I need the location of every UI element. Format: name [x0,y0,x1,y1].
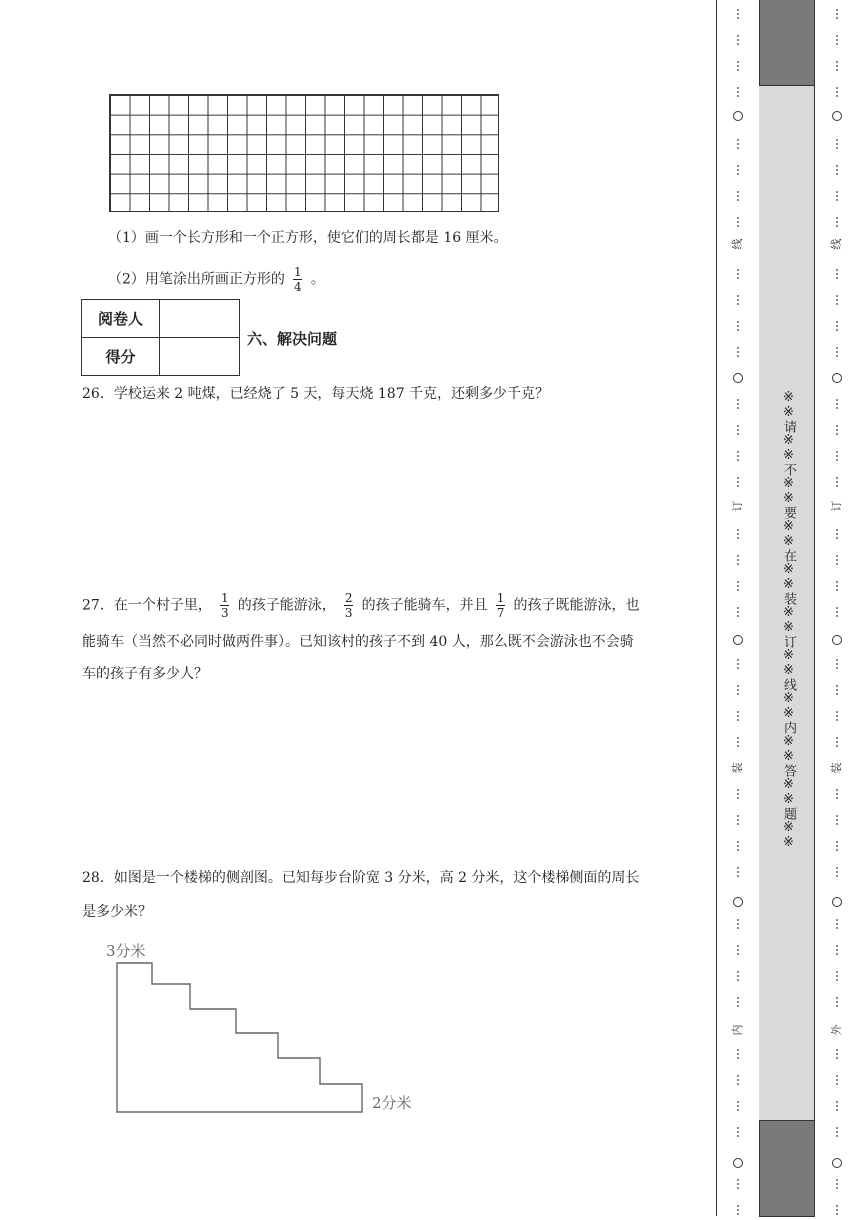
binding-dot [737,711,739,713]
binding-dot [737,9,739,11]
binding-dot [836,17,838,19]
q25-sub2-suffix: 。 [310,271,325,288]
q27-line3: 车的孩子有多少人？ [82,666,208,682]
binding-dot [836,1213,838,1215]
binding-dot [836,949,838,951]
binding-dot [737,927,739,929]
binding-dark-block-top [759,0,815,86]
binding-inner-mark-3: 内 [731,1024,744,1036]
binding-circle [833,1159,842,1168]
binding-outer-mark-2: 装 [830,762,843,774]
binding-dot [737,425,739,427]
binding-dot [836,1079,838,1081]
binding-dot [836,1179,838,1181]
q28-line1: 28．如图是一个楼梯的侧剖图。已知每步台阶宽 3 分米，高 2 分米，这个楼梯侧面的周长 [82,870,640,886]
binding-circle [833,374,842,383]
binding-dot [737,35,739,37]
binding-dot [836,459,838,461]
binding-dot [836,9,838,11]
binding-dot [836,321,838,323]
binding-dot [836,299,838,301]
binding-dot [836,195,838,197]
binding-dot [737,1105,739,1107]
binding-dot [737,147,739,149]
binding-dot [737,819,739,821]
binding-dot [737,559,739,561]
binding-dot [836,927,838,929]
binding-outer-mark-1: 订 [830,500,843,512]
binding-dot [737,1183,739,1185]
binding-dot [737,737,739,739]
binding-dot [836,1183,838,1185]
binding-dot [836,689,838,691]
binding-circle [833,636,842,645]
binding-dot [737,823,739,825]
binding-dot [836,585,838,587]
binding-notice-text: ※※请※※不※※要※※在※※装※※订※※线※※内※※答※※题※※ [781,390,796,850]
binding-dot [836,1109,838,1111]
binding-dot [737,533,739,535]
binding-dot [836,1127,838,1129]
binding-dot [836,95,838,97]
frac-den: 7 [496,606,505,620]
binding-dot [737,173,739,175]
binding-dot [737,65,739,67]
binding-dot [836,351,838,353]
binding-dot [737,949,739,951]
binding-dot [737,741,739,743]
binding-dot [836,1001,838,1003]
binding-dot [836,407,838,409]
binding-dot [737,659,739,661]
binding-dot [737,143,739,145]
binding-dot [836,789,838,791]
binding-circle [734,112,743,121]
binding-dot [737,269,739,271]
binding-dot [836,559,838,561]
binding-dot [836,615,838,617]
binding-dot [836,1101,838,1103]
binding-dot [737,403,739,405]
binding-dot [836,589,838,591]
binding-dot [836,685,838,687]
binding-dot [737,485,739,487]
binding-dot [836,295,838,297]
binding-dot [737,459,739,461]
frac-num: 1 [496,591,505,605]
binding-dot [737,299,739,301]
binding-dot [836,997,838,999]
binding-dot [836,199,838,201]
binding-dot [836,221,838,223]
binding-dot [737,1135,739,1137]
binding-dot [836,979,838,981]
binding-dot [836,693,838,695]
binding-dot [836,61,838,63]
q26-text: 26．学校运来 2 吨煤，已经烧了 5 天，每天烧 187 千克，还剩多少千克？ [82,386,550,402]
binding-dot [737,875,739,877]
binding-dot [836,451,838,453]
binding-dot [836,91,838,93]
binding-dot [737,945,739,947]
binding-dot [737,975,739,977]
fraction-one-seventh [496,592,505,619]
staircase-figure [100,936,440,1126]
binding-dot [836,433,838,435]
binding-dot [836,1131,838,1133]
binding-dot [737,979,739,981]
fraction-one-third [220,592,229,619]
binding-dot [737,1205,739,1207]
binding-dot [836,719,838,721]
binding-dot [836,147,838,149]
binding-dot [737,355,739,357]
binding-dot [836,711,838,713]
binding-dot [737,1131,739,1133]
binding-dot [836,849,838,851]
binding-dot [836,611,838,613]
binding-dot [836,871,838,873]
binding-dot [737,1001,739,1003]
binding-dot [836,69,838,71]
binding-dot [737,13,739,15]
binding-dot [737,325,739,327]
binding-dot [836,737,838,739]
binding-dot [737,199,739,201]
binding-dot [737,719,739,721]
binding-dot [836,13,838,15]
binding-dot [836,797,838,799]
binding-dot [836,1005,838,1007]
binding-dot [836,39,838,41]
binding-dot [836,537,838,539]
binding-dot [737,91,739,93]
binding-dot [836,953,838,955]
binding-dot [836,1187,838,1189]
binding-dot [737,455,739,457]
outer-dot-line [815,0,859,1216]
binding-dot [836,1205,838,1207]
binding-dot [836,533,838,535]
q27-part2: 的孩子能游泳， [237,597,336,614]
binding-dot [737,1209,739,1211]
binding-dot [836,399,838,401]
binding-dot [737,407,739,409]
binding-dot [836,971,838,973]
binding-dot [737,481,739,483]
binding-dot [836,815,838,817]
binding-dot [737,1179,739,1181]
binding-dot [737,165,739,167]
binding-dot [836,425,838,427]
binding-dot [836,273,838,275]
binding-dot [836,191,838,193]
q27-part3: 的孩子能骑车，并且 [361,597,488,614]
binding-dot [836,741,838,743]
frac-num: 1 [220,591,229,605]
binding-dot [836,945,838,947]
binding-dot [836,173,838,175]
binding-dot [737,217,739,219]
binding-dot [836,555,838,557]
q27-line2: 能骑车（当然不必同时做两件事）。已知该村的孩子不到 40 人，那么既不会游泳也不会骑 [82,634,634,650]
binding-dot [737,715,739,717]
binding-dot [737,477,739,479]
binding-dot [737,663,739,665]
binding-dot [836,793,838,795]
binding-dot [737,953,739,955]
binding-circle [734,898,743,907]
binding-dot [737,555,739,557]
binding-dot [836,715,838,717]
binding-dot [836,87,838,89]
binding-dot [737,1187,739,1189]
binding-dot [737,563,739,565]
binding-dot [737,971,739,973]
binding-dot [737,43,739,45]
binding-dot [737,1079,739,1081]
q25-sub2-prefix: （2）用笔涂出所画正方形的 [108,271,285,288]
q27-part4: 的孩子既能游泳，也 [513,597,640,614]
binding-dot [737,1083,739,1085]
binding-dot [737,329,739,331]
frac-num: 1 [294,265,302,279]
frac-den: 3 [220,606,229,620]
binding-dot [836,1105,838,1107]
binding-dot [737,797,739,799]
binding-dot [836,1075,838,1077]
binding-dot [836,1049,838,1051]
binding-dot [737,615,739,617]
binding-dot [737,841,739,843]
binding-dot [836,169,838,171]
binding-dot [836,663,838,665]
binding-dot [737,607,739,609]
binding-dot [737,685,739,687]
binding-dot [836,455,838,457]
binding-circle [833,898,842,907]
binding-dot [836,923,838,925]
binding-dot [737,139,739,141]
binding-dot [737,845,739,847]
binding-dot [737,87,739,89]
binding-dot [737,221,739,223]
binding-dot [836,65,838,67]
binding-inner-column [716,0,760,1216]
binding-circle [734,1159,743,1168]
binding-dot [836,403,838,405]
binding-dot [737,1057,739,1059]
binding-dot [737,611,739,613]
binding-dot [737,295,739,297]
binding-dot [737,867,739,869]
binding-dot [737,1109,739,1111]
binding-dot [836,143,838,145]
binding-dot [737,399,739,401]
score-box-score-cell[interactable] [160,338,240,376]
binding-dot [836,165,838,167]
binding-dot [836,867,838,869]
binding-dot [836,329,838,331]
binding-dot [737,871,739,873]
binding-dot [737,225,739,227]
binding-circle [833,112,842,121]
binding-circle [734,374,743,383]
binding-dot [737,169,739,171]
binding-dot [836,919,838,921]
binding-dot [737,1005,739,1007]
q25-sub1: （1）画一个长方形和一个正方形，使它们的周长都是 16 厘米。 [108,230,508,246]
binding-dot [836,875,838,877]
binding-dot [836,43,838,45]
binding-dot [836,485,838,487]
binding-dot [737,195,739,197]
frac-den: 3 [344,606,353,620]
binding-dot [737,347,739,349]
q25-sub2 [108,266,325,293]
binding-dot [836,225,838,227]
binding-dot [737,69,739,71]
binding-dot [737,529,739,531]
binding-dot [737,1101,739,1103]
binding-dot [836,477,838,479]
binding-dot [737,815,739,817]
binding-dot [737,793,739,795]
binding-dot [836,1135,838,1137]
fraction-one-quarter [293,266,302,293]
binding-dot [836,745,838,747]
binding-dot [737,689,739,691]
binding-dot [737,17,739,19]
binding-dot [836,139,838,141]
binding-outer-mark-3: 外 [830,1024,843,1036]
binding-dark-block-bottom [759,1120,815,1217]
section-title: 六、解决问题 [247,330,338,348]
binding-dot [737,693,739,695]
label-step-width: 3分米 [106,942,146,960]
q27-line1 [82,592,640,619]
binding-dot [836,607,838,609]
binding-dot [836,975,838,977]
binding-dot [836,841,838,843]
binding-outer-mark-0: 线 [830,238,843,250]
binding-dot [737,589,739,591]
binding-dot [737,321,739,323]
binding-dot [836,659,838,661]
binding-dot [836,277,838,279]
q27-part1: 27．在一个村子里， [82,597,212,614]
binding-inner-mark-0: 线 [731,238,744,250]
binding-dot [836,563,838,565]
binding-outer-column [814,0,860,1216]
binding-dot [737,923,739,925]
binding-dot [836,347,838,349]
binding-dot [737,1049,739,1051]
binding-dot [836,667,838,669]
drawing-grid [109,94,499,212]
staircase-outline [117,963,362,1112]
binding-dot [737,451,739,453]
inner-dot-line [717,0,759,1216]
binding-dot [836,1057,838,1059]
binding-dot [836,325,838,327]
binding-inner-mark-1: 订 [731,500,744,512]
binding-dot [836,269,838,271]
binding-dot [737,581,739,583]
binding-dot [737,273,739,275]
binding-dot [836,823,838,825]
binding-dot [737,585,739,587]
binding-dot [836,845,838,847]
binding-dot [737,919,739,921]
binding-dot [737,433,739,435]
binding-dot [737,1075,739,1077]
binding-dot [737,61,739,63]
binding-dot [737,667,739,669]
binding-dot [836,35,838,37]
binding-dot [836,355,838,357]
binding-circle [734,636,743,645]
binding-dot [737,537,739,539]
label-step-height: 2分米 [372,1094,412,1112]
q28-line2: 是多少米？ [82,904,152,920]
binding-dot [737,39,739,41]
binding-dot [836,581,838,583]
binding-dot [737,191,739,193]
binding-dot [737,745,739,747]
binding-inner-mark-2: 装 [731,762,744,774]
binding-dot [737,1213,739,1215]
binding-dot [836,529,838,531]
binding-dot [737,95,739,97]
binding-dot [836,819,838,821]
binding-dot [836,1083,838,1085]
fraction-two-thirds [344,592,353,619]
binding-dot [836,1053,838,1055]
frac-num: 2 [344,591,353,605]
binding-dot [737,429,739,431]
binding-dot [836,303,838,305]
score-box [81,299,240,376]
binding-dot [737,849,739,851]
score-box-reviewer-label: 阅卷人 [82,300,160,338]
score-box-score-label: 得分 [82,338,160,376]
binding-dot [737,789,739,791]
frac-den: 4 [294,280,302,294]
binding-dot [836,1209,838,1211]
score-box-reviewer-cell[interactable] [160,300,240,338]
binding-dot [836,429,838,431]
binding-dot [737,1053,739,1055]
binding-dot [737,1127,739,1129]
binding-dot [836,481,838,483]
binding-dot [737,303,739,305]
binding-dot [836,217,838,219]
binding-dot [737,351,739,353]
binding-dot [737,277,739,279]
binding-dot [737,997,739,999]
